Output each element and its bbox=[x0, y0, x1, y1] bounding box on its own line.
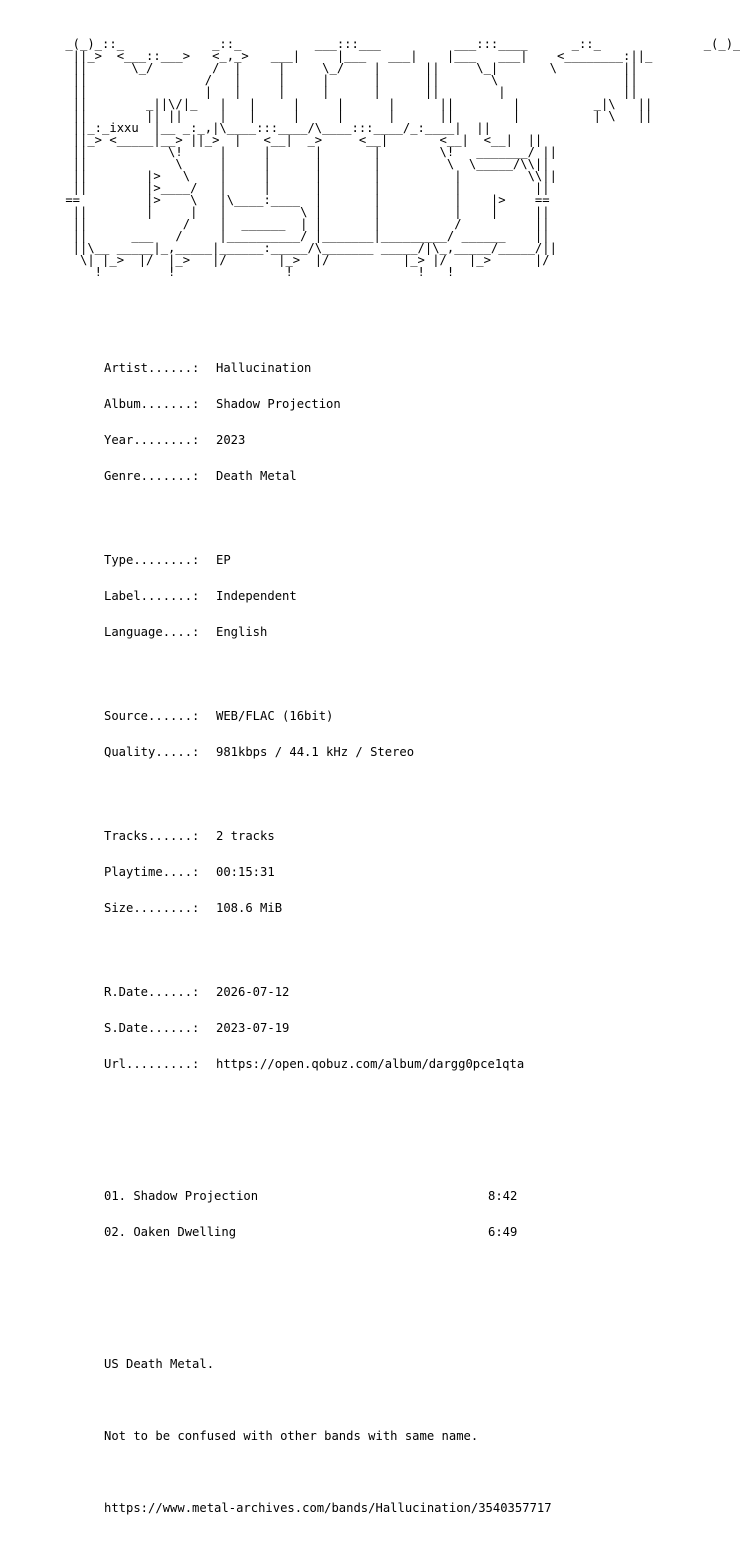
track-title: 02. Oaken Dwelling bbox=[104, 1225, 237, 1239]
note-line: Not to be confused with other bands with same name. bbox=[104, 1429, 479, 1443]
info-row-genre bbox=[58, 470, 740, 482]
info-key: Source......: bbox=[104, 709, 200, 723]
info-value: 2 tracks bbox=[216, 829, 275, 843]
info-key: Artist......: bbox=[104, 361, 200, 375]
info-value: 2023-07-19 bbox=[216, 1021, 290, 1035]
info-key: Size........: bbox=[104, 901, 200, 915]
info-row-tracks bbox=[58, 830, 740, 842]
info-value: 2023 bbox=[216, 433, 246, 447]
info-key: Type........: bbox=[104, 553, 200, 567]
spacer bbox=[58, 1262, 740, 1274]
spacer bbox=[58, 782, 740, 794]
spacer bbox=[58, 506, 740, 518]
info-value: EP bbox=[216, 553, 231, 567]
notes bbox=[58, 1334, 740, 1538]
info-value-url: https://open.qobuz.com/album/dargg0pce1qta bbox=[216, 1057, 525, 1071]
info-key: Album.......: bbox=[104, 397, 200, 411]
info-row-label bbox=[58, 590, 740, 602]
info-value: English bbox=[216, 625, 268, 639]
info-row-album bbox=[58, 398, 740, 410]
track-row bbox=[58, 1190, 740, 1202]
release-info bbox=[58, 338, 740, 1130]
track-title: 01. Shadow Projection bbox=[104, 1189, 259, 1203]
tracklist bbox=[58, 1166, 740, 1298]
info-row-playtime bbox=[58, 866, 740, 878]
info-row-year bbox=[58, 434, 740, 446]
info-key: Url.........: bbox=[104, 1057, 200, 1071]
info-key: Label.......: bbox=[104, 589, 200, 603]
info-row-url bbox=[58, 1058, 740, 1070]
info-value: Hallucination bbox=[216, 361, 312, 375]
info-key: Language....: bbox=[104, 625, 200, 639]
info-row-language bbox=[58, 626, 740, 638]
metal-archives-link: https://www.metal-archives.com/bands/Hallucination/3540357717 bbox=[104, 1501, 552, 1515]
info-key: Playtime....: bbox=[104, 865, 200, 879]
info-value: WEB/FLAC (16bit) bbox=[216, 709, 334, 723]
info-row-type bbox=[58, 554, 740, 566]
info-row-quality bbox=[58, 746, 740, 758]
track-duration: 8:42 bbox=[488, 1189, 518, 1203]
info-value: Independent bbox=[216, 589, 297, 603]
spacer bbox=[58, 662, 740, 674]
info-key: Year........: bbox=[104, 433, 200, 447]
ascii-logo-art: _(_)_::_ _::_ ___:::___ ___:::____ _::_ _(_)_ ||_> <___::___> <_,_> ___| |___ ___| |___ ___| <________:||_ || \_/ / | | \_/ | || \_| \ || || / | | | | || \ || || | | | | | || | || || _||\/|_ | | | | | || | _|\ || || || || | | | | | || | | \ || ||_:_ixxu |__ _:_,|\____:::____/\____:::____/_:____| || ||_> <_____|__> ||_> | <__| _> <__| <__| <__| || || \! | | | | \! _______/ || || \ | | | | \ \_____/\\|| || |> \ | | | | | \\|| || |>____/ | | | | | || == |> \ |\____:____ | | | |> == || | | | \ | | | | || || / | ______ | | | / || || ___ / |__________/ |_______|_________/ ______ || ||\__ _____|_,_____|______:_____/\_______ _____/|\_,_____/_____/|| \| |_> |/ |_> |/ |_> |/ |_> |/ |_> |/ ! ! ! ! ! bbox=[65, 37, 740, 279]
info-value: 2026-07-12 bbox=[216, 985, 290, 999]
track-row bbox=[58, 1226, 740, 1238]
info-value: 108.6 MiB bbox=[216, 901, 283, 915]
info-row-street-date bbox=[58, 1022, 740, 1034]
info-row-source bbox=[58, 710, 740, 722]
info-key: R.Date......: bbox=[104, 985, 200, 999]
track-duration: 6:49 bbox=[488, 1225, 518, 1239]
info-key: Genre.......: bbox=[104, 469, 200, 483]
info-key: S.Date......: bbox=[104, 1021, 200, 1035]
info-row-size bbox=[58, 902, 740, 914]
info-value: Death Metal bbox=[216, 469, 297, 483]
info-value: Shadow Projection bbox=[216, 397, 341, 411]
info-row-artist bbox=[58, 362, 740, 374]
spacer bbox=[58, 938, 740, 950]
info-row-release-date bbox=[58, 986, 740, 998]
info-value: 981kbps / 44.1 kHz / Stereo bbox=[216, 745, 415, 759]
info-key: Tracks......: bbox=[104, 829, 200, 843]
info-key: Quality.....: bbox=[104, 745, 200, 759]
nfo-document bbox=[58, 14, 740, 1550]
spacer bbox=[58, 1394, 740, 1406]
note-line: US Death Metal. bbox=[104, 1357, 215, 1371]
spacer bbox=[58, 1466, 740, 1478]
info-value: 00:15:31 bbox=[216, 865, 275, 879]
spacer bbox=[58, 1094, 740, 1106]
